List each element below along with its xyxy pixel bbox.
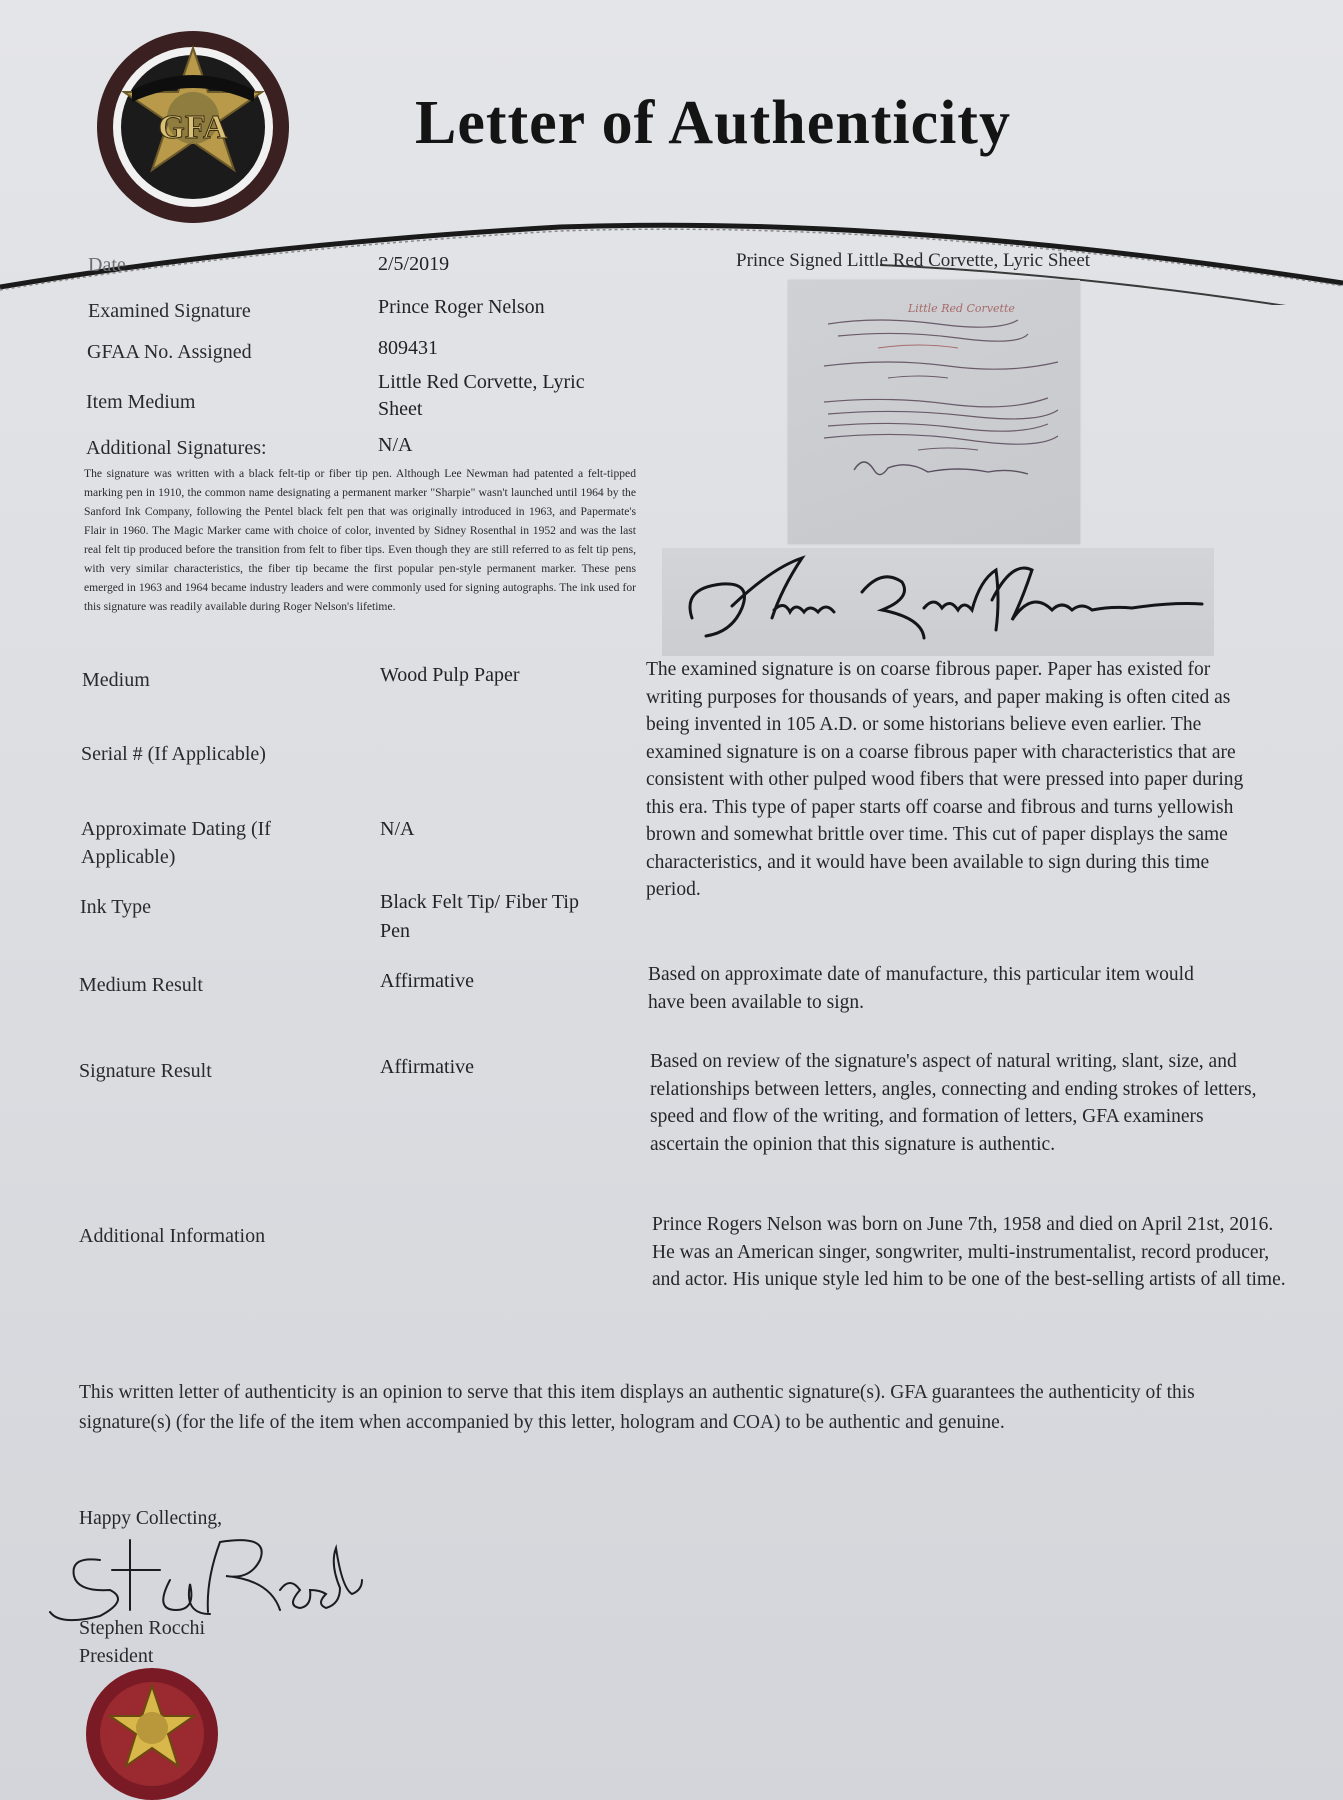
closing-statement: This written letter of authenticity is an opinion to serve that this item displays an authentic signature(s). GFA guarantees the authenticity of this signature(s) (for the life of the item when accompanied by this letter, hologram and COA) to be authentic and genuine. — [79, 1382, 1195, 1433]
date-value: 2/5/2019 — [378, 253, 450, 275]
medium-result-label: Medium Result — [79, 974, 203, 996]
gfa-logo-icon — [92, 30, 294, 224]
ink-history-note: The signature was written with a black felt-tip or fiber tip pen. Although Lee Newman had patented a felt-tipped marking pen in 1910, the common name designating a permanent marker "Sharpie" wasn't launched until 1964 by the Sanford Ink Company, following the Pentel black felt pen that was originally introduced in 1963, and Papermate's Flair in 1960. The Magic Marker came with choice of color, invented by Sidney Rosenthal in 1952 and was the last real felt tip produced before the transition from felt to fiber tips. Even though they are still referred to as felt tip pens, with very similar characteristics, the fiber tip became the first popular pen-style permanent marker. These pens emerged in 1963 and 1964 became industry leaders and were commonly used for signing autographs. The ink used for this signature was readily available during Roger Nelson's lifetime. — [84, 467, 636, 613]
ink-type-label: Ink Type — [80, 896, 151, 918]
additional-signatures-label: Additional Signatures: — [86, 437, 267, 459]
dating-label-line1: Approximate Dating (If — [81, 818, 271, 840]
salutation: Happy Collecting, — [79, 1508, 222, 1529]
dating-label-line2: Applicable) — [81, 846, 176, 868]
medium-label: Medium — [82, 669, 150, 691]
signer-title: President — [79, 1645, 154, 1667]
lyric-sheet-title: Little Red Corvette — [908, 302, 1015, 315]
serial-label: Serial # (If Applicable) — [81, 743, 266, 765]
lyric-sheet-image — [788, 280, 1080, 544]
item-medium-value-line2: Sheet — [378, 398, 423, 420]
signer-name: Stephen Rocchi — [79, 1617, 206, 1639]
additional-info-text: Prince Rogers Nelson was born on June 7th, 1958 and died on April 21st, 2016. He was an American singer, songwriter, multi-instrumentalist, record producer, and actor. His unique style led him to be one of the best-selling artists of all time. — [652, 1214, 1286, 1290]
item-photo — [788, 280, 1080, 544]
signature-result-value: Affirmative — [380, 1056, 475, 1078]
gfaa-number-value: 809431 — [378, 337, 438, 359]
hologram-seal-icon — [82, 1662, 222, 1800]
ink-type-value-line1: Black Felt Tip/ Fiber Tip — [380, 891, 579, 913]
additional-signatures-value: N/A — [378, 434, 413, 456]
signature-closeup — [662, 548, 1214, 656]
gfaa-number-label: GFAA No. Assigned — [87, 341, 252, 363]
examined-signature-value: Prince Roger Nelson — [378, 296, 545, 318]
cable-shadow — [0, 205, 1343, 305]
dating-value: N/A — [380, 818, 415, 840]
additional-info-label: Additional Information — [79, 1225, 266, 1247]
medium-value: Wood Pulp Paper — [380, 664, 520, 686]
examined-signature-label: Examined Signature — [88, 300, 251, 322]
signature-result-label: Signature Result — [79, 1060, 212, 1082]
medium-result-text: Based on approximate date of manufacture, this particular item would have been available to sign. — [648, 964, 1194, 1013]
signature-result-text: Based on review of the signature's aspect of natural writing, slant, size, and relationships between letters, angles, connecting and ending strokes of letters, speed and flow of the writing, and formation of letters, GFA examiners ascertain the opinion that this signature is authentic. — [650, 1051, 1257, 1155]
page-title: Letter of Authenticity — [415, 89, 1011, 157]
ink-type-value-line2: Pen — [380, 920, 410, 942]
date-label: Date — [88, 254, 126, 276]
logo-text: GFA — [158, 109, 228, 146]
item-medium-value-line1: Little Red Corvette, Lyric — [378, 371, 585, 393]
president-signature-icon — [30, 1520, 390, 1630]
paper-analysis-text: The examined signature is on coarse fibrous paper. Paper has existed for writing purposes for thousands of years, and paper making is often cited as being invented in 105 A.D. or some historians believe even earlier. The examined signature is on a coarse fibrous paper with characteristics that are consistent with other pulped wood fibers that were pressed into paper during this era. This type of paper starts off coarse and fibrous and turns yellowish brown and somewhat brittle over time. This cut of paper displays the same characteristics, and it would have been available to sign during this time period. — [646, 659, 1244, 900]
medium-result-value: Affirmative — [380, 970, 475, 992]
photo-caption: Prince Signed Little Red Corvette, Lyric Sheet — [736, 250, 1091, 271]
item-medium-label: Item Medium — [86, 391, 196, 413]
prince-signature-icon — [662, 548, 1214, 656]
